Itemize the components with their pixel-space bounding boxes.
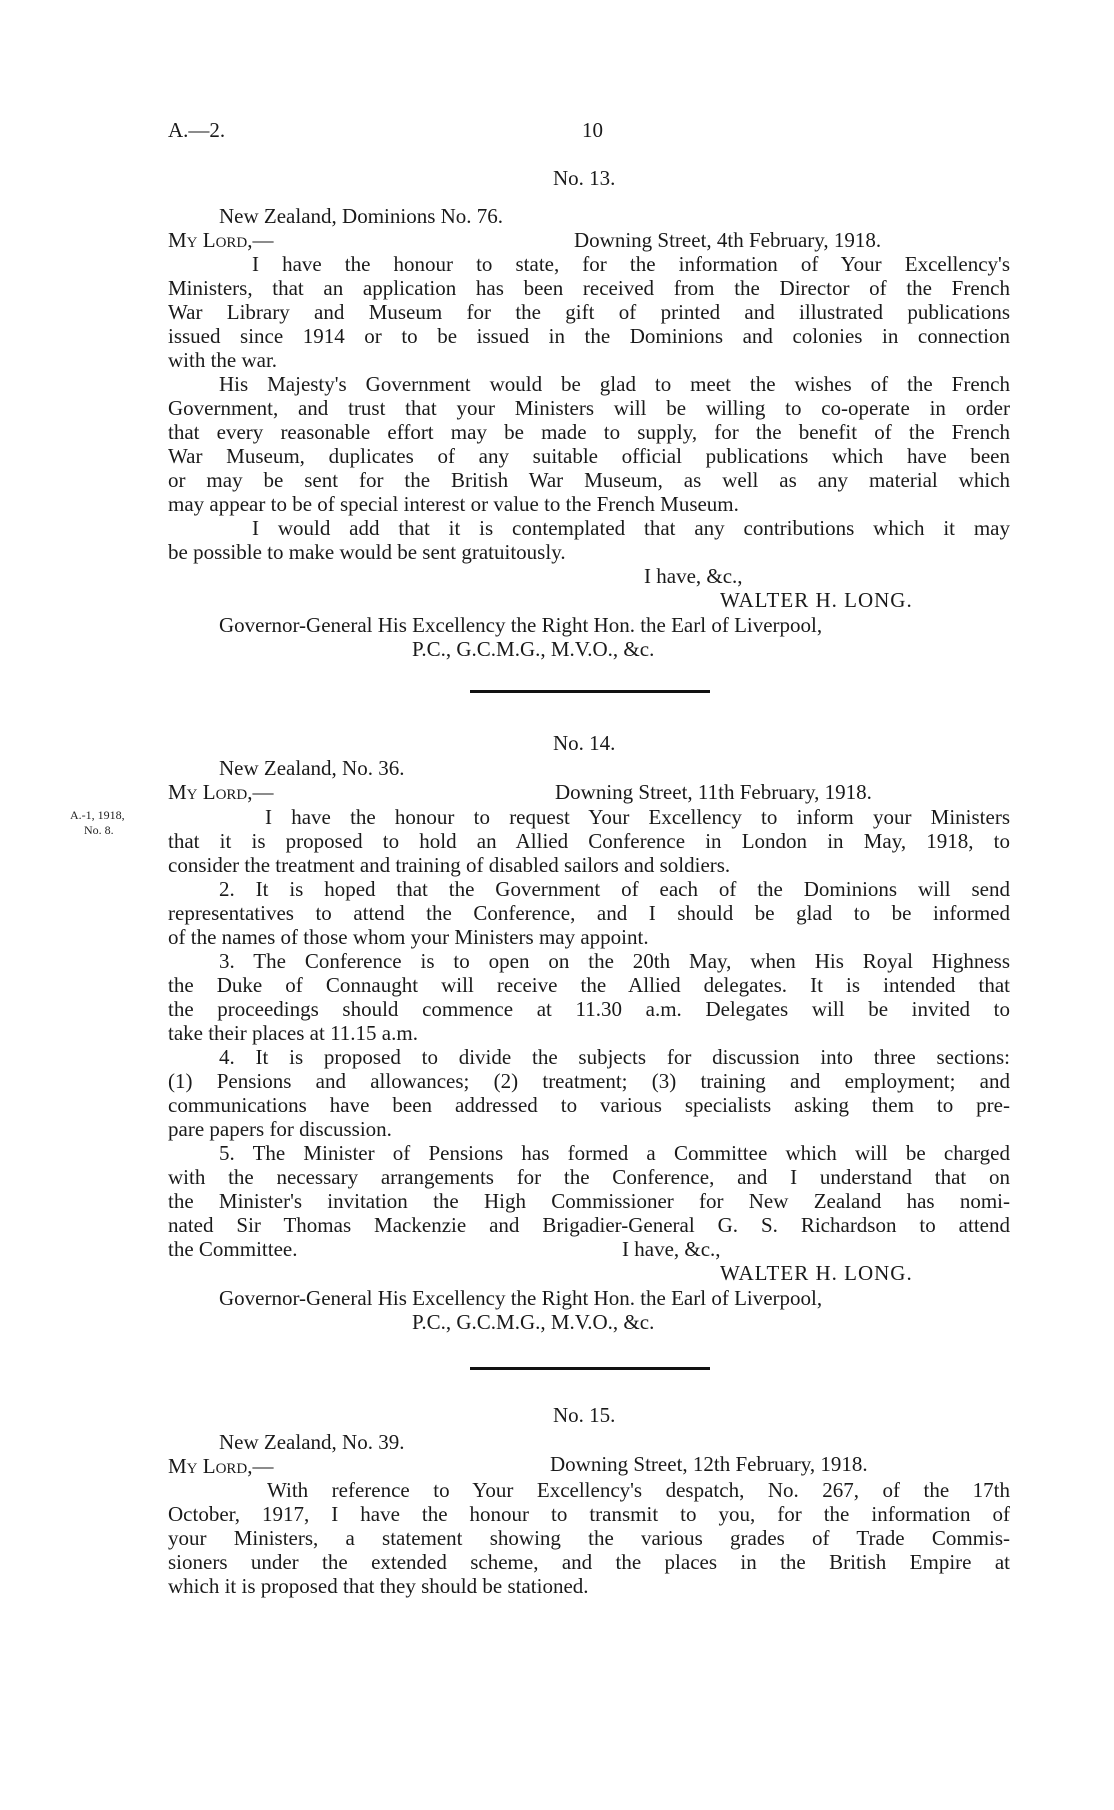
letter-number: No. 13. — [553, 166, 616, 190]
closing: I have, &c., — [644, 564, 743, 588]
body-line: consider the treatment and training of disabled sailors and soldiers. — [168, 853, 731, 877]
dispatch-reference: New Zealand, Dominions No. 76. — [219, 204, 504, 228]
letter-number: No. 14. — [553, 731, 616, 755]
body-line: with the necessary arrangements for the Conference, and I understand that on — [168, 1165, 1010, 1189]
body-line: I have the honour to request Your Excellency to inform your Ministers — [265, 805, 1010, 829]
body-line: or may be sent for the British War Museum, as well as any material which — [168, 468, 1010, 492]
body-line: I have the honour to state, for the information of Your Excellency's — [252, 252, 1010, 276]
addressee: Governor-General His Excellency the Right Hon. the Earl of Liverpool, — [219, 1286, 823, 1310]
body-line: may appear to be of special interest or value to the French Museum. — [168, 492, 739, 516]
body-line: your Ministers, a statement showing the various grades of Trade Commis- — [168, 1526, 1010, 1550]
body-line: Government, and trust that your Ministers will be willing to co-operate in order — [168, 396, 1010, 420]
margin-note-line: No. 8. — [84, 823, 114, 837]
body-line: communications have been addressed to various specialists asking them to pre- — [168, 1093, 1010, 1117]
addressee-honours: P.C., G.C.M.G., M.V.O., &c. — [412, 637, 655, 661]
page-number: 10 — [582, 118, 603, 142]
body-line: With reference to Your Excellency's despatch, No. 267, of the 17th — [267, 1478, 1010, 1502]
body-line: I would add that it is contemplated that any contributions which it may — [252, 516, 1010, 540]
body-line: of the names of those whom your Ministers may appoint. — [168, 925, 649, 949]
addressee-honours: P.C., G.C.M.G., M.V.O., &c. — [412, 1310, 655, 1334]
place-date: Downing Street, 11th February, 1918. — [555, 780, 872, 804]
body-line: nated Sir Thomas Mackenzie and Brigadier-General G. S. Richardson to attend — [168, 1213, 1010, 1237]
body-line: be possible to make would be sent gratuitously. — [168, 540, 566, 564]
body-line: the Minister's invitation the High Commissioner for New Zealand has nomi- — [168, 1189, 1010, 1213]
body-line: 2. It is hoped that the Government of each of the Dominions will send — [219, 877, 1010, 901]
section-divider — [470, 690, 710, 693]
dispatch-reference: New Zealand, No. 39. — [219, 1430, 405, 1454]
salutation: My Lord,— — [168, 1454, 274, 1478]
body-line: the Committee. — [168, 1237, 298, 1261]
body-line: His Majesty's Government would be glad to meet the wishes of the French — [219, 372, 1010, 396]
body-line: issued since 1914 or to be issued in the Dominions and colonies in connection — [168, 324, 1010, 348]
header-reference: A.—2. — [168, 118, 226, 142]
body-line: that every reasonable effort may be made to supply, for the benefit of the French — [168, 420, 1010, 444]
place-date: Downing Street, 12th February, 1918. — [550, 1452, 868, 1476]
salutation: My Lord,— — [168, 780, 274, 804]
body-line: 4. It is proposed to divide the subjects for discussion into three sections: — [219, 1045, 1010, 1069]
body-line: the Duke of Connaught will receive the Allied delegates. It is intended that — [168, 973, 1010, 997]
section-divider — [470, 1367, 710, 1370]
body-line: which it is proposed that they should be stationed. — [168, 1574, 589, 1598]
body-line: representatives to attend the Conference, and I should be glad to be informed — [168, 901, 1010, 925]
body-line: take their places at 11.15 a.m. — [168, 1021, 418, 1045]
addressee: Governor-General His Excellency the Right Hon. the Earl of Liverpool, — [219, 613, 823, 637]
body-line: with the war. — [168, 348, 278, 372]
body-line: 3. The Conference is to open on the 20th May, when His Royal Highness — [219, 949, 1010, 973]
margin-note — [70, 808, 125, 838]
body-line: War Library and Museum for the gift of printed and illustrated publications — [168, 300, 1010, 324]
body-line: (1) Pensions and allowances; (2) treatment; (3) training and employment; and — [168, 1069, 1010, 1093]
body-line: sioners under the extended scheme, and the places in the British Empire at — [168, 1550, 1010, 1574]
letter-number: No. 15. — [553, 1403, 616, 1427]
body-line: October, 1917, I have the honour to transmit to you, for the information of — [168, 1502, 1010, 1526]
body-line: Ministers, that an application has been received from the Director of the French — [168, 276, 1010, 300]
dispatch-reference: New Zealand, No. 36. — [219, 756, 405, 780]
signature: WALTER H. LONG. — [720, 588, 913, 612]
signature: WALTER H. LONG. — [720, 1261, 913, 1285]
body-line: the proceedings should commence at 11.30 a.m. Delegates will be invited to — [168, 997, 1010, 1021]
body-line: pare papers for discussion. — [168, 1117, 392, 1141]
salutation: My Lord,— — [168, 228, 274, 252]
body-line: 5. The Minister of Pensions has formed a Committee which will be charged — [219, 1141, 1010, 1165]
margin-note-line: A.-1, 1918, — [70, 808, 125, 822]
body-line: War Museum, duplicates of any suitable official publications which have been — [168, 444, 1010, 468]
body-line: that it is proposed to hold an Allied Conference in London in May, 1918, to — [168, 829, 1010, 853]
place-date: Downing Street, 4th February, 1918. — [574, 228, 882, 252]
closing: I have, &c., — [622, 1237, 721, 1261]
